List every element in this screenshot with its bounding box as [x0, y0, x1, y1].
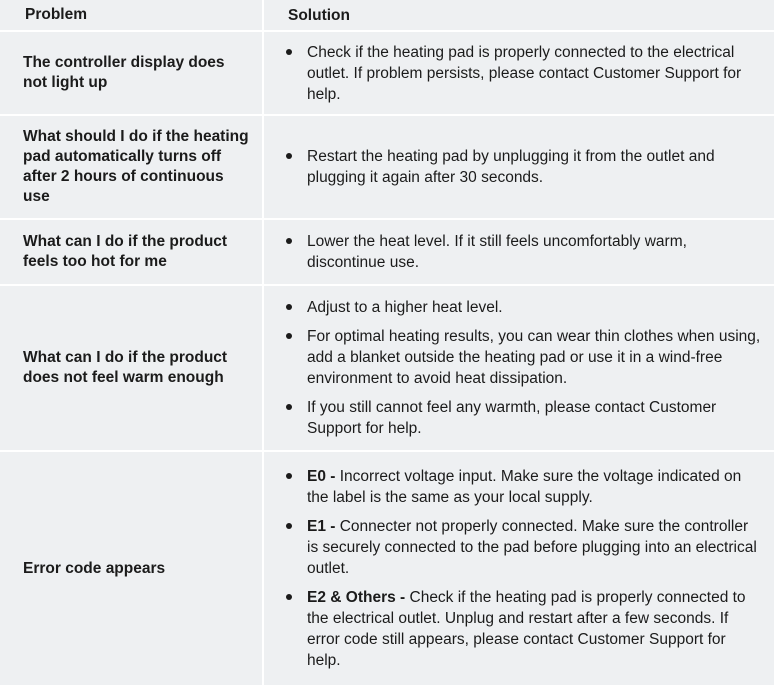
solution-cell [264, 32, 774, 114]
bullet-dot [286, 473, 292, 479]
error-description: Incorrect voltage input. Make sure the voltage indicated on the label is the same as your local supply. [307, 468, 742, 506]
solution-text [307, 516, 762, 579]
problem-cell: What can I do if the product does not feel warm enough [0, 286, 264, 450]
solution-bullet [286, 231, 762, 273]
solution-cell [264, 116, 774, 218]
solution-text: Lower the heat level. If it still feels uncomfortably warm, discontinue use. [307, 233, 687, 271]
problem-cell: The controller display does not light up [0, 32, 264, 114]
solution-text [307, 587, 762, 671]
solution-cell [264, 452, 774, 685]
solution-text: Restart the heating pad by unplugging it from the outlet and plugging it again after 30 seconds. [307, 148, 715, 186]
solution-bullet [286, 146, 762, 188]
solution-text: Check if the heating pad is properly connected to the electrical outlet. If problem persists, please contact Customer Support for help. [307, 43, 742, 103]
error-code: E0 - [307, 468, 340, 485]
table-row [0, 220, 774, 286]
bullet-dot [286, 594, 292, 600]
error-description: Connecter not properly connected. Make sure the controller is securely connected to the pad before plugging into an electrical outlet. [307, 518, 757, 577]
table-row [0, 116, 774, 220]
table-row [0, 286, 774, 452]
error-description: Check if the heating pad is properly connected to the electrical outlet. Unplug and restart after a few seconds. If error code still appears, please contact Customer Support for help. [307, 589, 746, 669]
solution-text: Adjust to a higher heat level. [307, 299, 503, 316]
solution-bullet [286, 42, 762, 105]
problem-cell: Error code appears [0, 452, 264, 685]
solution-bullet [286, 397, 762, 439]
solution-text: For optimal heating results, you can wear thin clothes when using, add a blanket outside the heating pad or use it in a wind-free environment to avoid heat dissipation. [307, 328, 761, 387]
error-code: E1 - [307, 518, 340, 535]
solution-text: If you still cannot feel any warmth, please contact Customer Support for help. [307, 399, 717, 437]
problem-cell: What should I do if the heating pad automatically turns off after 2 hours of continuous use [0, 116, 264, 218]
solution-bullet [286, 297, 762, 318]
bullet-dot [286, 333, 292, 339]
bullet-dot [286, 238, 292, 244]
problem-cell: What can I do if the product feels too hot for me [0, 220, 264, 284]
solution-text [307, 466, 762, 508]
bullet-dot [286, 404, 292, 410]
solution-bullet [286, 587, 762, 671]
header-solution: Solution [288, 6, 350, 24]
error-code: E2 & Others - [307, 589, 410, 606]
solution-cell [264, 286, 774, 450]
table-header-row [0, 0, 774, 32]
table-row [0, 452, 774, 685]
header-problem: Problem [0, 0, 264, 30]
bullet-dot [286, 49, 292, 55]
solution-bullet [286, 326, 762, 389]
bullet-dot [286, 304, 292, 310]
table-row [0, 32, 774, 116]
bullet-dot [286, 523, 292, 529]
solution-bullet [286, 466, 762, 508]
solution-cell [264, 220, 774, 284]
bullet-dot [286, 153, 292, 159]
solution-bullet [286, 516, 762, 579]
